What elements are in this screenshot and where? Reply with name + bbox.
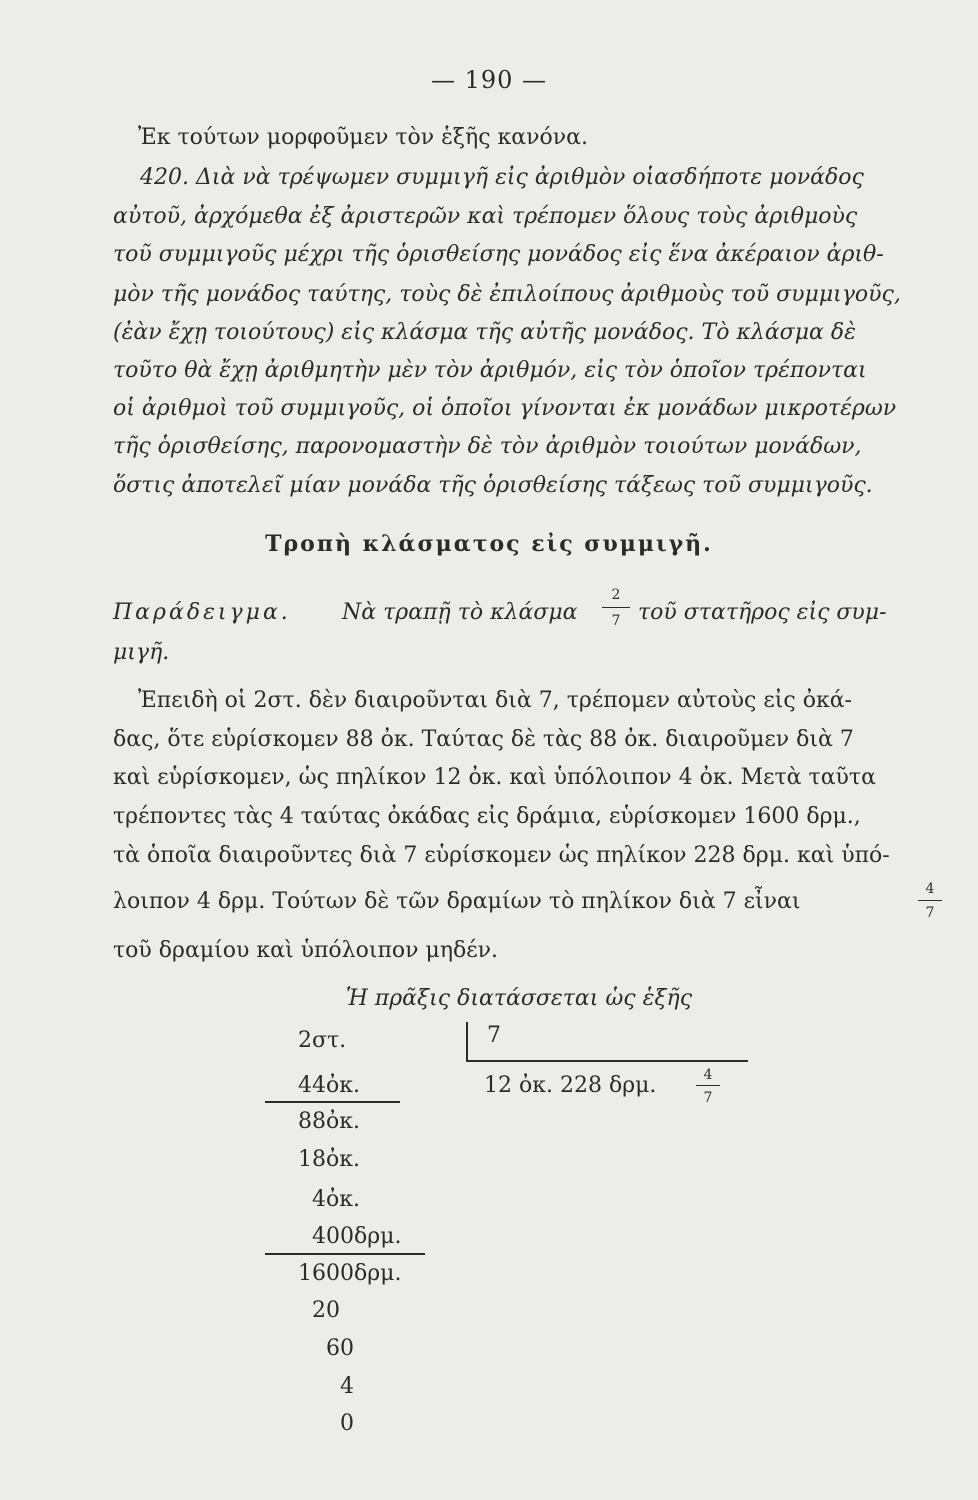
computation-step: 20 [312, 1298, 340, 1323]
example-label: Παράδειγμα. [113, 600, 291, 625]
divisor: 7 [487, 1023, 501, 1048]
text-line: μὸν τῆς μονάδος ταύτης, τοὺς δὲ ἐπιλοίπους ἀριθμοὺς τοῦ συμμιγοῦς, [113, 282, 901, 307]
computation-rule [265, 1101, 400, 1103]
text-line: ὅστις ἀποτελεῖ μίαν μονάδα τῆς ὁρισθείσης τάξεως τοῦ συμμιγοῦς. [113, 473, 873, 498]
example-text: τοῦ στατῆρος εἰς συμ- [638, 600, 887, 625]
fraction-bar [918, 900, 942, 901]
computation-step: 4 [340, 1374, 354, 1399]
fraction-numerator: 4 [703, 1067, 713, 1083]
fraction-denominator: 7 [703, 1090, 713, 1106]
computation-rule [265, 1253, 425, 1255]
fraction-bar [696, 1085, 720, 1086]
text-line: (ἐὰν ἔχῃ τοιούτους) εἰς κλάσμα τῆς αὐτῆς μονάδος. Τὸ κλάσμα δὲ [113, 320, 856, 345]
division-horizontal-rule [466, 1060, 748, 1062]
computation-step: 88ὀκ. [298, 1109, 360, 1134]
text-line: τὰ ὁποῖα διαιροῦντες διὰ 7 εὑρίσκομεν ὡς πηλίκον 228 δρμ. καὶ ὑπό- [113, 843, 890, 868]
division-vertical-rule [466, 1022, 468, 1060]
fraction-denominator: 7 [925, 905, 935, 921]
text-line: 420. Διὰ νὰ τρέψωμεν συμμιγῆ εἰς ἀριθμὸν οἱασδήποτε μονάδος [140, 165, 864, 190]
computation-step: 2στ. [298, 1028, 347, 1053]
text-line: δας, ὅτε εὑρίσκομεν 88 ὀκ. Ταύτας δὲ τὰς 88 ὀκ. διαιροῦμεν διὰ 7 [113, 727, 854, 752]
computation-step: 60 [326, 1336, 354, 1361]
computation-step: 4ὀκ. [312, 1187, 360, 1212]
computation-step: 400δρμ. [312, 1224, 402, 1249]
fraction-numerator: 2 [611, 587, 621, 603]
text-line: καὶ εὑρίσκομεν, ὡς πηλίκον 12 ὀκ. καὶ ὑπόλοιπον 4 ὀκ. Μετὰ ταῦτα [113, 765, 876, 790]
computation-step: 0 [340, 1411, 354, 1436]
text-line: τοῦ δραμίου καὶ ὑπόλοιπον μηδέν. [113, 938, 499, 963]
fraction-numerator: 4 [925, 881, 935, 897]
fraction-bar [602, 607, 630, 608]
quotient: 12 ὀκ. 228 δρμ. [484, 1073, 657, 1098]
fraction-denominator: 7 [611, 613, 621, 629]
text-line: μιγῆ. [113, 640, 170, 665]
text-line: τῆς ὁρισθείσης, παρονομαστὴν δὲ τὸν ἀριθμὸν τοιούτων μονάδων, [113, 434, 862, 459]
text-line: τοῦ συμμιγοῦς μέχρι τῆς ὁρισθείσης μονάδος εἰς ἕνα ἀκέραιον ἀριθ- [113, 242, 884, 267]
subheading: Ἡ πρᾶξις διατάσσεται ὡς ἑξῆς [345, 986, 693, 1011]
text-line: λοιπον 4 δρμ. Τούτων δὲ τῶν δραμίων τὸ πηλίκον διὰ 7 εἶναι [113, 889, 801, 914]
section-heading: Τροπὴ κλάσματος εἰς συμμιγῆ. [265, 531, 713, 557]
text-line: τρέποντες τὰς 4 ταύτας ὀκάδας εἰς δράμια, εὑρίσκομεν 1600 δρμ., [113, 804, 861, 829]
text-line: αὐτοῦ, ἀρχόμεθα ἐξ ἀριστερῶν καὶ τρέπομεν ὅλους τοὺς ἀριθμοὺς [113, 204, 858, 229]
example-text: Νὰ τραπῇ τὸ κλάσμα [342, 600, 578, 625]
text-line: οἱ ἀριθμοὶ τοῦ συμμιγοῦς, οἱ ὁποῖοι γίνονται ἐκ μονάδων μικροτέρων [113, 396, 897, 421]
text-line: Ἐπειδὴ οἱ 2στ. δὲν διαιροῦνται διὰ 7, τρέπομεν αὐτοὺς εἰς ὀκά- [138, 688, 852, 713]
computation-step: 1600δρμ. [298, 1261, 402, 1286]
computation-step: 18ὀκ. [298, 1147, 360, 1172]
page-number: — 190 — [430, 66, 548, 94]
computation-step: 44ὀκ. [298, 1073, 360, 1098]
text-line: Ἐκ τούτων μορφοῦμεν τὸν ἑξῆς κανόνα. [138, 125, 588, 150]
text-line: τοῦτο θὰ ἔχῃ ἀριθμητὴν μὲν τὸν ἀριθμόν, εἰς τὸν ὁποῖον τρέπονται [113, 358, 867, 383]
